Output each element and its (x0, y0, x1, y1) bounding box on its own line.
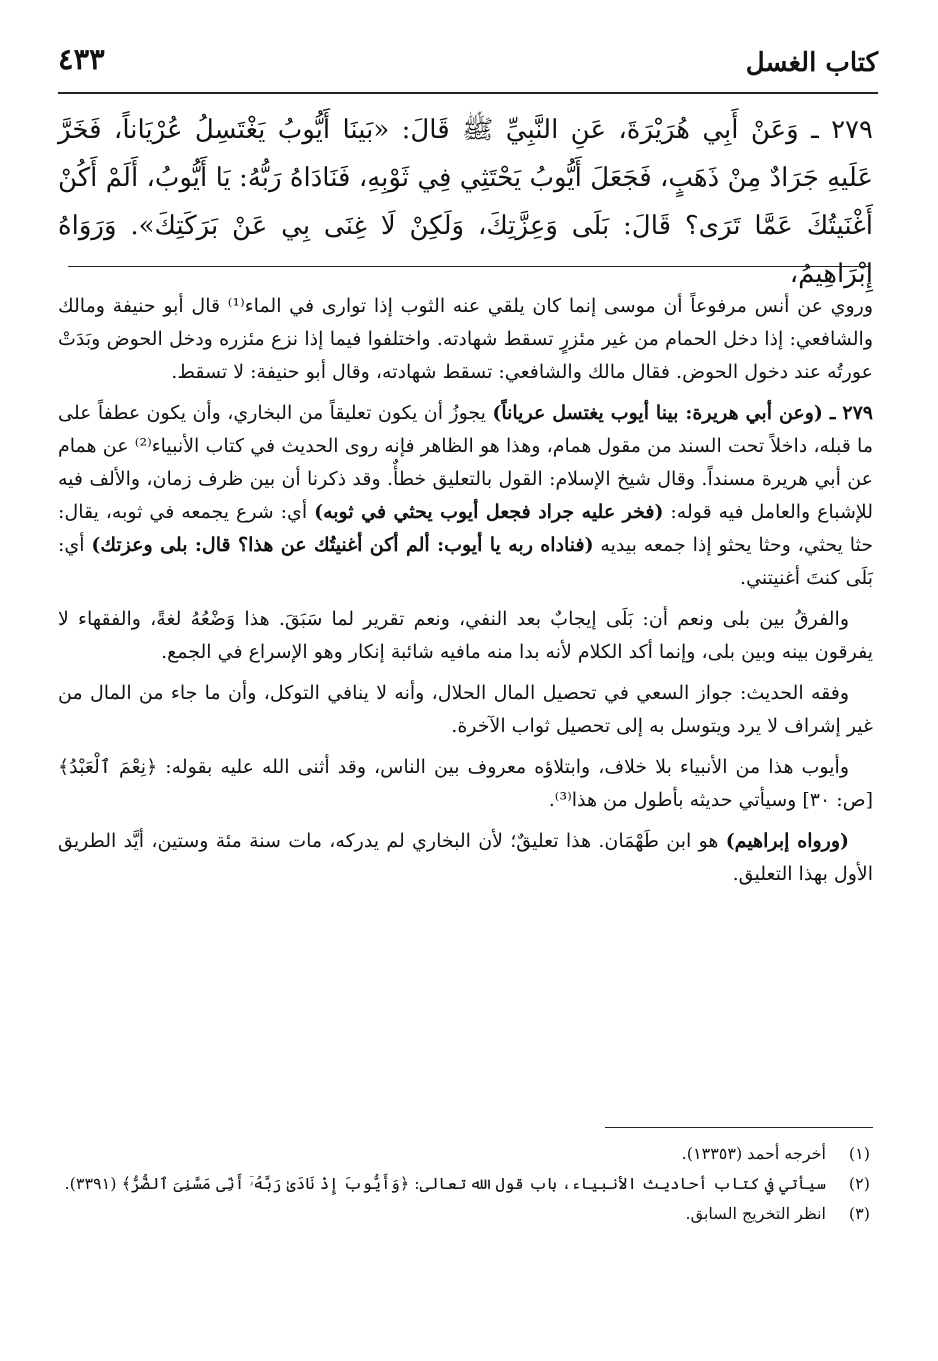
footnotes (58, 1140, 870, 1230)
commentary-text: أي: شرع يجمعه في ثوبه، يقال: حثا يحثي، وحثا يحثو إذا جمعه بيديه (58, 501, 873, 556)
commentary-text: هو ابن طَهْمَان. هذا تعليقٌ؛ لأن البخاري لم يدركه، مات سنة مئة وستين، أيَّد الطريق الأول بهذا التعليق. (58, 830, 873, 885)
footnote-text: انظر التخريج السابق. (685, 1204, 826, 1223)
commentary-text: أي: بَلَى كنتَ أغنيتني. (58, 534, 873, 589)
running-header (58, 38, 878, 94)
footnote (58, 1170, 870, 1198)
commentary-paragraph-6 (58, 825, 873, 891)
hadith-text: ٢٧٩ ـ وَعَنْ أَبِي هُرَيْرَةَ، عَنِ النَّبِيِّ ﷺ قَالَ: «بَينَا أَيُّوبُ يَغْتَسِلُ عُرْيَاناً، فَخَرَّ عَلَيهِ جَرَادٌ مِنْ ذَهَبٍ، فَجَعَلَ أَيُّوبُ يَحْتَثِي فِي ثَوْبِهِ، فَنَادَاهُ رَبُّهُ: يَا أَيُّوبُ، أَلَمْ أَكُنْ أَغْنَيتُكَ عَمَّا تَرَى؟ قَالَ: بَلَى وَعِزَّتِكَ، وَلَكِنْ لَا غِنَى بِي عَنْ بَرَكَتِكَ». وَرَوَاهُ إِبْرَاهِيمُ، (58, 115, 873, 289)
chapter-title: كتاب الغسل (745, 48, 878, 78)
footnote (58, 1200, 870, 1228)
footnote-separator (605, 1127, 873, 1128)
quoted-phrase: (وعن أبي هريرة: بينا أيوب يغتسل عرياناً) (492, 402, 830, 424)
quoted-phrase: (فخر عليه جراد فجعل أيوب يحثي في ثوبه) (314, 501, 664, 523)
text-separator (68, 266, 870, 267)
commentary-text: يجوزُ أن يكون تعليقاً من البخاري، وأن يكون عطفاً على ما قبله، داخلاً تحت السند من مقول همام، وهذا هو الظاهر فإنه روى الحديث في كتاب الأنبياء⁽²⁾ عن همام عن أبي هريرة مسنداً. وقال شيخ الإسلام: القول بالتعليق خطأٌ. وقد ذكرنا أن بين ظرف زمان، والألف فيه للإشباع والعامل فيه قوله: (58, 402, 874, 523)
page-number: ٤٣٣ (58, 42, 105, 76)
hadith-number: ٢٧٩ ـ (829, 402, 873, 424)
footnote-number: (٣) (848, 1204, 870, 1223)
commentary (58, 290, 873, 899)
commentary-paragraph-1: وروي عن أنس مرفوعاً أن موسى إنما كان يلقي عنه الثوب إذا توارى في الماء⁽¹⁾ قال أبو حنيفة ومالك والشافعي: إذا دخل الحمام من غير مئزرٍ تسقط شهادته. واختلفوا فيما إذا نزع مئزره ودخل الحوض وبَدَتْ عورتُه عند دخول الحوض. فقال مالك والشافعي: تسقط شهادته، وقال أبو حنيفة: لا تسقط. (58, 295, 873, 383)
quoted-phrase: (ورواه إبراهيم) (725, 830, 849, 852)
footnote (58, 1140, 870, 1168)
commentary-paragraph-5: وأيوب هذا من الأنبياء بلا خلاف، وابتلاؤه معروف بين الناس، وقد أثنى الله عليه بقوله: ﴿نِعْمَ ٱلْعَبْدُ﴾ [ص: ٣٠] وسيأتي حديثه بأطول من هذا⁽³⁾. (58, 756, 873, 811)
footnote-text: أخرجه أحمد (١٣٣٥٣). (681, 1144, 826, 1163)
footnote-text: سيأتي في كتاب أحاديث الأنبياء، باب قول الله تعالى: ﴿وَأَيُّوبَ إِذْ نَادَىٰ رَبَّهُۥٓ أَنِّى مَسَّنِىَ ٱلضُّرُّ﴾ (٣٣٩١). (64, 1174, 826, 1193)
commentary-paragraph-2 (58, 397, 873, 595)
commentary-paragraph-4: وفقه الحديث: جواز السعي في تحصيل المال الحلال، وأنه لا ينافي التوكل، وأن ما جاء من المال من غير إشراف لا يرد ويتوسل به إلى تحصيل ثواب الآخرة. (58, 682, 873, 737)
footnote-number: (١) (848, 1144, 870, 1163)
footnote-number: (٢) (848, 1174, 870, 1193)
commentary-paragraph-3: والفرقُ بين بلى ونعم أن: بَلَى إيجابٌ بعد النفي، ونعم تقرير لما سَبَقَ. هذا وَضْعُهُ لغةً، والفقهاء لا يفرقون بينه وبين بلى، وإنما أكد الكلام لأنه بدا منه مافيه شائبة إنكار وهو الإسراع في الجمع. (58, 608, 873, 663)
quoted-phrase: (فناداه ربه يا أيوب: ألم أكن أغنيتُك عن هذا؟ قال: بلى وعزتك) (91, 534, 594, 556)
